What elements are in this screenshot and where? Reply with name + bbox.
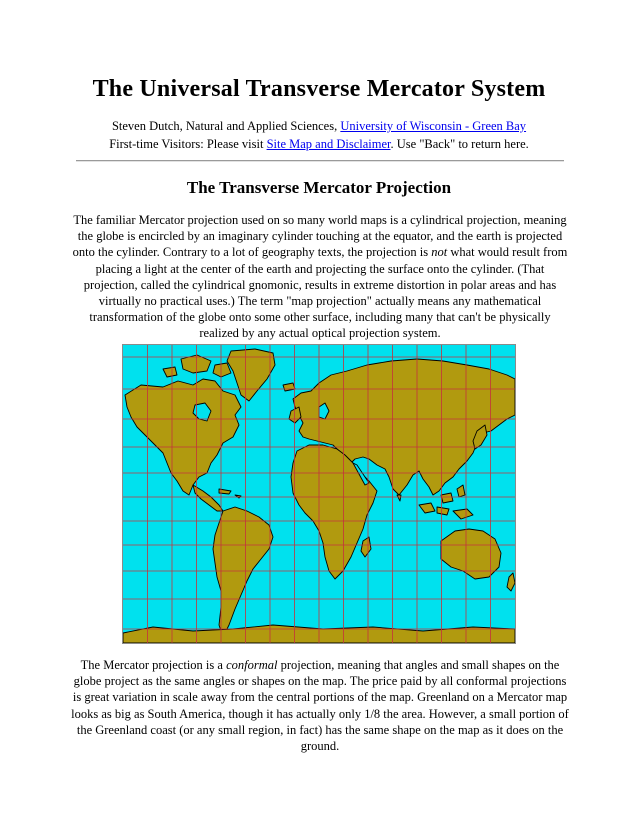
conformal-text-2: projection, meaning that angles and small shapes on the globe project as the same angles or shapes on the map. The price paid by all conformal projections is great variation in scale away from the central portions of the map. Greenland on a Mercator map looks as big as South America, though it has actually only 1/8 the area. However, a small portion of the Greenland coast (or any small region, in fact) has the same shape on the map as it does on the ground. [71, 658, 569, 754]
author-line [0, 117, 638, 135]
conformal-italic: conformal [226, 658, 278, 672]
visitor-text: First-time Visitors: Please visit [109, 137, 267, 151]
horizontal-rule [76, 160, 564, 162]
byline [0, 117, 638, 153]
iceland [283, 383, 295, 391]
visitor-suffix: . Use "Back" to return here. [390, 137, 529, 151]
author-text: Steven Dutch, Natural and Applied Sciences, [111, 119, 341, 133]
visitor-line [0, 135, 638, 153]
map-svg [123, 345, 515, 643]
page-title: The Universal Transverse Mercator System [92, 76, 546, 102]
mercator-world-map [122, 344, 516, 644]
intro-paragraph [70, 212, 570, 342]
intro-italic: not [431, 245, 448, 260]
intro-text-2: what would result from placing a light at the center of the earth and projecting the surface onto the cylinder. (That projection, called the cylindrical gnomonic, results in extreme distortion in polar areas and has virtually no practical uses.) The term "map projection" actually means any mathematical transformation of the globe onto some other surface, including many that can't be physically realized by any actual optical projection system. [83, 245, 568, 341]
section-heading: The Transverse Mercator Projection [186, 178, 452, 197]
conformal-text-1: The Mercator projection is a [80, 658, 227, 672]
university-link[interactable]: University of Wisconsin - Green Bay [340, 119, 527, 133]
intro-text-1: The familiar Mercator projection used on so many world maps is a cylindrical projection, meaning the globe is encircled by an imaginary cylinder touching at the equator, and the earth is projected onto the cylinder. Contrary to a lot of geography texts, the projection is [72, 213, 567, 260]
sitemap-link[interactable]: Site Map and Disclaimer [266, 137, 391, 151]
conformal-paragraph [70, 657, 570, 754]
